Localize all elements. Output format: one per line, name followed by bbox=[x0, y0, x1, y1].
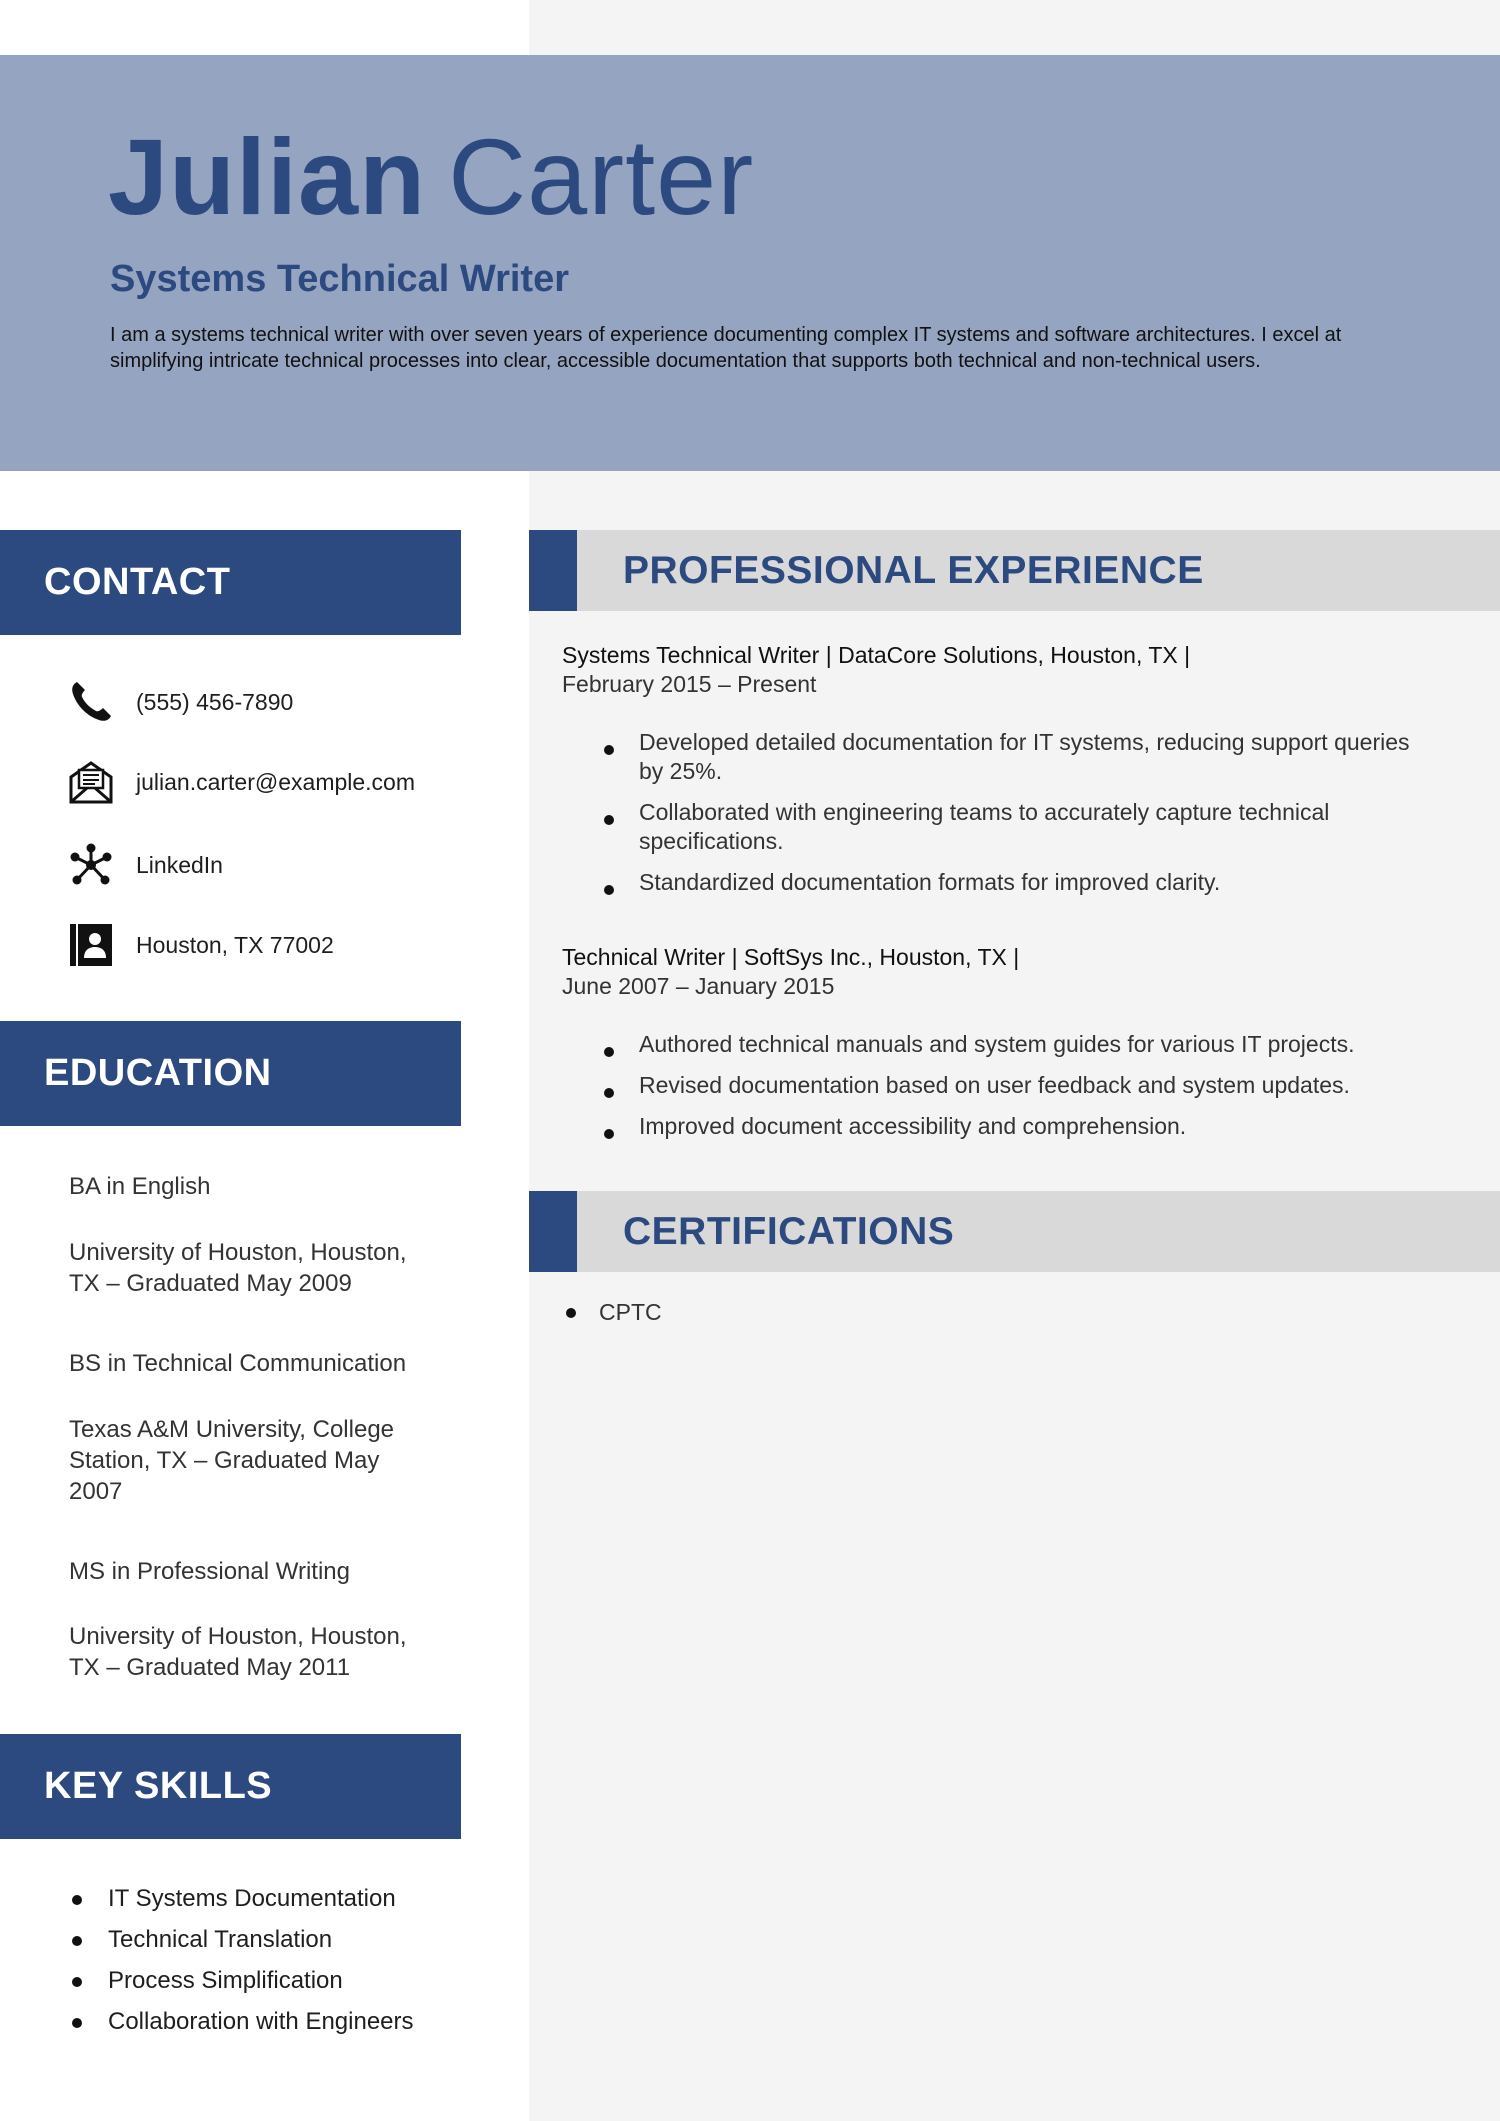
job-header bbox=[562, 641, 1462, 699]
skill-item: Process Simplification bbox=[68, 1960, 414, 2001]
address-book-icon bbox=[68, 922, 114, 968]
education-school: University of Houston, Houston, TX – Graduated May 2009 bbox=[69, 1239, 407, 1297]
contact-address bbox=[68, 920, 488, 970]
envelope-icon bbox=[68, 759, 114, 805]
education-school: Texas A&M University, College Station, TX – Graduated May 2007 bbox=[69, 1416, 395, 1505]
certifications-list bbox=[562, 1298, 662, 1327]
education-heading-bar bbox=[0, 1021, 461, 1126]
contact-heading-bar bbox=[0, 530, 461, 635]
job-dates: June 2007 – January 2015 bbox=[562, 973, 835, 999]
skill-item: Collaboration with Engineers bbox=[68, 2001, 414, 2042]
contact-linkedin[interactable] bbox=[68, 840, 488, 890]
certifications-heading-bar bbox=[529, 1191, 1500, 1272]
linkedin-text: LinkedIn bbox=[136, 852, 223, 878]
job-title: Systems Technical Writer bbox=[110, 258, 570, 300]
education-degree: BS in Technical Communication bbox=[69, 1350, 407, 1377]
job-bullet: Improved document accessibility and comprehension. bbox=[600, 1112, 1420, 1141]
skills-heading: KEY SKILLS bbox=[44, 1765, 273, 1807]
skills-heading-bar bbox=[0, 1734, 461, 1839]
certifications-heading: CERTIFICATIONS bbox=[623, 1210, 955, 1253]
skill-item: IT Systems Documentation bbox=[68, 1878, 414, 1919]
job-title-line: Systems Technical Writer | DataCore Solutions, Houston, TX | bbox=[562, 642, 1191, 668]
heading-accent bbox=[529, 530, 577, 611]
last-name: Carter bbox=[448, 116, 755, 237]
phone-text: (555) 456-7890 bbox=[136, 689, 294, 715]
contact-heading: CONTACT bbox=[44, 561, 231, 603]
first-name: Julian bbox=[108, 116, 427, 237]
education-degree: BA in English bbox=[69, 1173, 211, 1200]
job-header bbox=[562, 943, 1462, 1001]
education-heading: EDUCATION bbox=[44, 1052, 272, 1094]
address-text: Houston, TX 77002 bbox=[136, 932, 334, 958]
network-icon bbox=[68, 842, 114, 888]
education-school: University of Houston, Houston, TX – Graduated May 2011 bbox=[69, 1623, 407, 1681]
job-title-line: Technical Writer | SoftSys Inc., Houston, TX | bbox=[562, 944, 1020, 970]
profile-summary: I am a systems technical writer with over seven years of experience documenting complex IT systems and software architectures. I excel at simplifying intricate technical processes into clear, accessible documentation that supports both technical and non-technical users. bbox=[110, 324, 1342, 372]
email-text: julian.carter@example.com bbox=[136, 769, 416, 795]
contact-email[interactable] bbox=[68, 757, 488, 807]
skill-item: Technical Translation bbox=[68, 1919, 414, 1960]
job-bullet: Revised documentation based on user feedback and system updates. bbox=[600, 1071, 1420, 1100]
job-bullet: Standardized documentation formats for improved clarity. bbox=[600, 868, 1420, 897]
experience-heading: PROFESSIONAL EXPERIENCE bbox=[623, 549, 1204, 592]
heading-accent bbox=[529, 1191, 577, 1272]
job-bullets bbox=[600, 728, 1420, 909]
certification-item: CPTC bbox=[562, 1298, 662, 1327]
skills-list bbox=[68, 1878, 414, 2042]
job-bullet: Authored technical manuals and system guides for various IT projects. bbox=[600, 1030, 1420, 1059]
job-bullet: Developed detailed documentation for IT systems, reducing support queries by 25%. bbox=[600, 728, 1420, 786]
education-degree: MS in Professional Writing bbox=[69, 1558, 350, 1585]
candidate-name bbox=[108, 112, 754, 242]
contact-phone bbox=[68, 677, 488, 727]
experience-heading-bar bbox=[529, 530, 1500, 611]
phone-icon bbox=[68, 679, 114, 725]
job-bullet: Collaborated with engineering teams to accurately capture technical specifications. bbox=[600, 798, 1420, 856]
job-bullets bbox=[600, 1030, 1420, 1153]
job-dates: February 2015 – Present bbox=[562, 671, 817, 697]
